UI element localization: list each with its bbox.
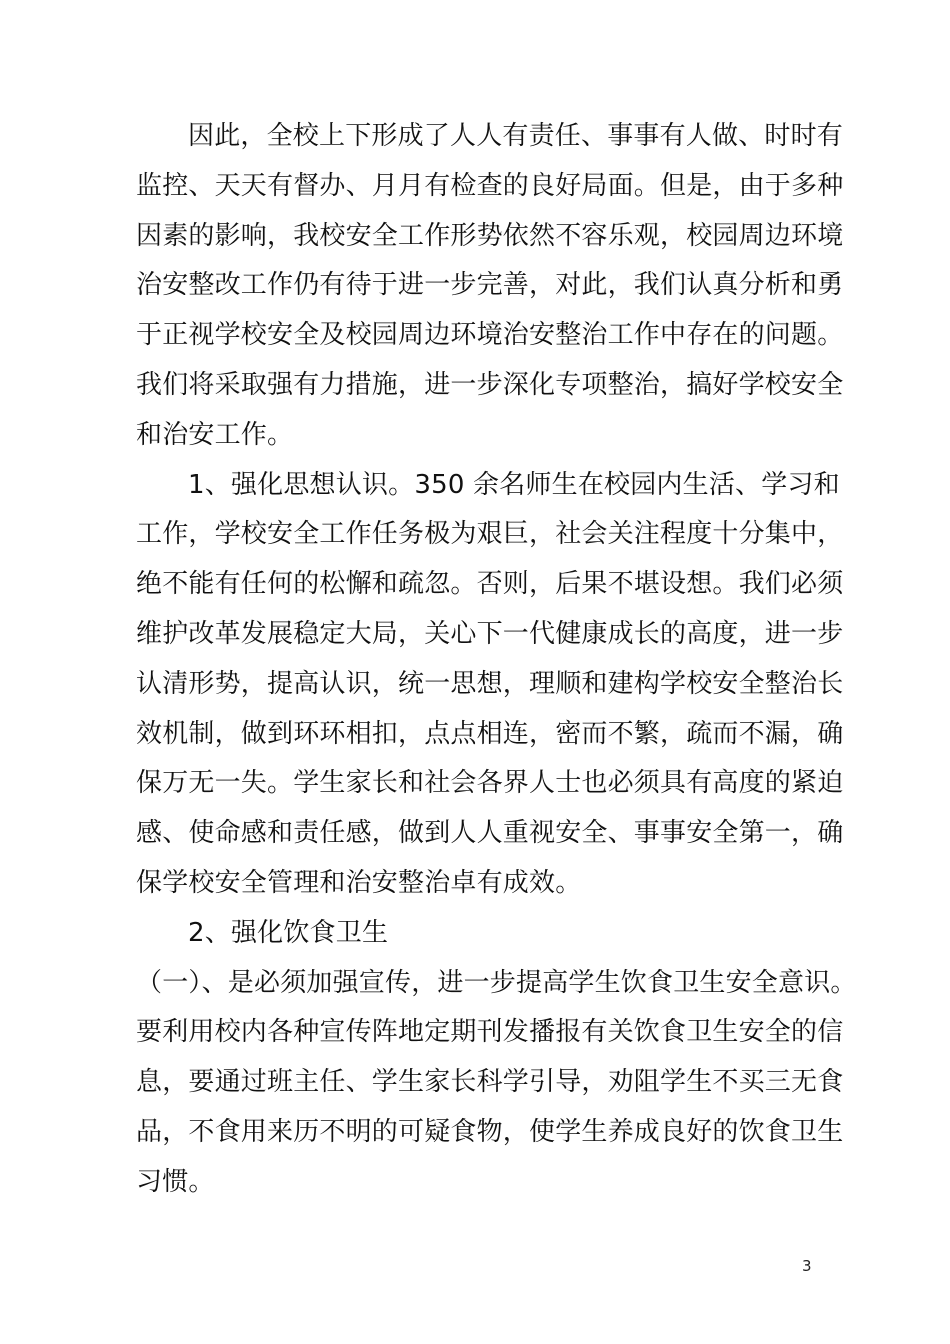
text-line: 因素的影响，我校安全工作形势依然不容乐观，校园周边环境 (136, 220, 844, 251)
text-line: 1、强化思想认识。350 余名师生在校园内生活、学习和 (188, 469, 840, 500)
text-line: 感、使命感和责任感，做到人人重视安全、事事安全第一，确 (136, 818, 844, 849)
text-line: 和治安工作。 (136, 419, 294, 450)
text-line: 工作，学校安全工作任务极为艰巨，社会关注程度十分集中， (136, 519, 844, 550)
text-line: 保万无一失。学生家长和社会各界人士也必须具有高度的紧迫 (136, 768, 844, 799)
section-heading: 2、强化饮食卫生 (188, 917, 389, 948)
text-line: 监控、天天有督办、月月有检查的良好局面。但是，由于多种 (136, 170, 844, 201)
text-line: 习惯。 (136, 1166, 215, 1197)
text-line: 效机制，做到环环相扣，点点相连，密而不繁，疏而不漏，确 (136, 718, 844, 749)
text-line: 认清形势，提高认识，统一思想，理顺和建构学校安全整治长 (136, 668, 844, 699)
text-line: 要利用校内各种宣传阵地定期刊发播报有关饮食卫生安全的信 (136, 1017, 844, 1048)
text-line: 因此，全校上下形成了人人有责任、事事有人做、时时有 (188, 121, 844, 151)
text-line: 治安整改工作仍有待于进一步完善，对此，我们认真分析和勇 (136, 270, 844, 301)
text-line: 于正视学校安全及校园周边环境治安整治工作中存在的问题。 (136, 320, 844, 351)
text-line: （一）、是必须加强宣传，进一步提高学生饮食卫生安全意识。 (136, 967, 857, 998)
text-line: 息，要通过班主任、学生家长科学引导，劝阻学生不买三无食 (136, 1067, 844, 1098)
text-line: 绝不能有任何的松懈和疏忽。否则，后果不堪设想。我们必须 (136, 569, 844, 600)
text-line: 维护改革发展稳定大局，关心下一代健康成长的高度，进一步 (136, 618, 844, 649)
page-number: 3 (802, 1257, 812, 1275)
text-line: 我们将采取强有力措施，进一步深化专项整治，搞好学校安全 (136, 369, 844, 400)
text-line: 品，不食用来历不明的可疑食物，使学生养成良好的饮食卫生 (136, 1116, 844, 1147)
text-line: 保学校安全管理和治安整治卓有成效。 (136, 867, 582, 898)
body-text (136, 112, 857, 1208)
